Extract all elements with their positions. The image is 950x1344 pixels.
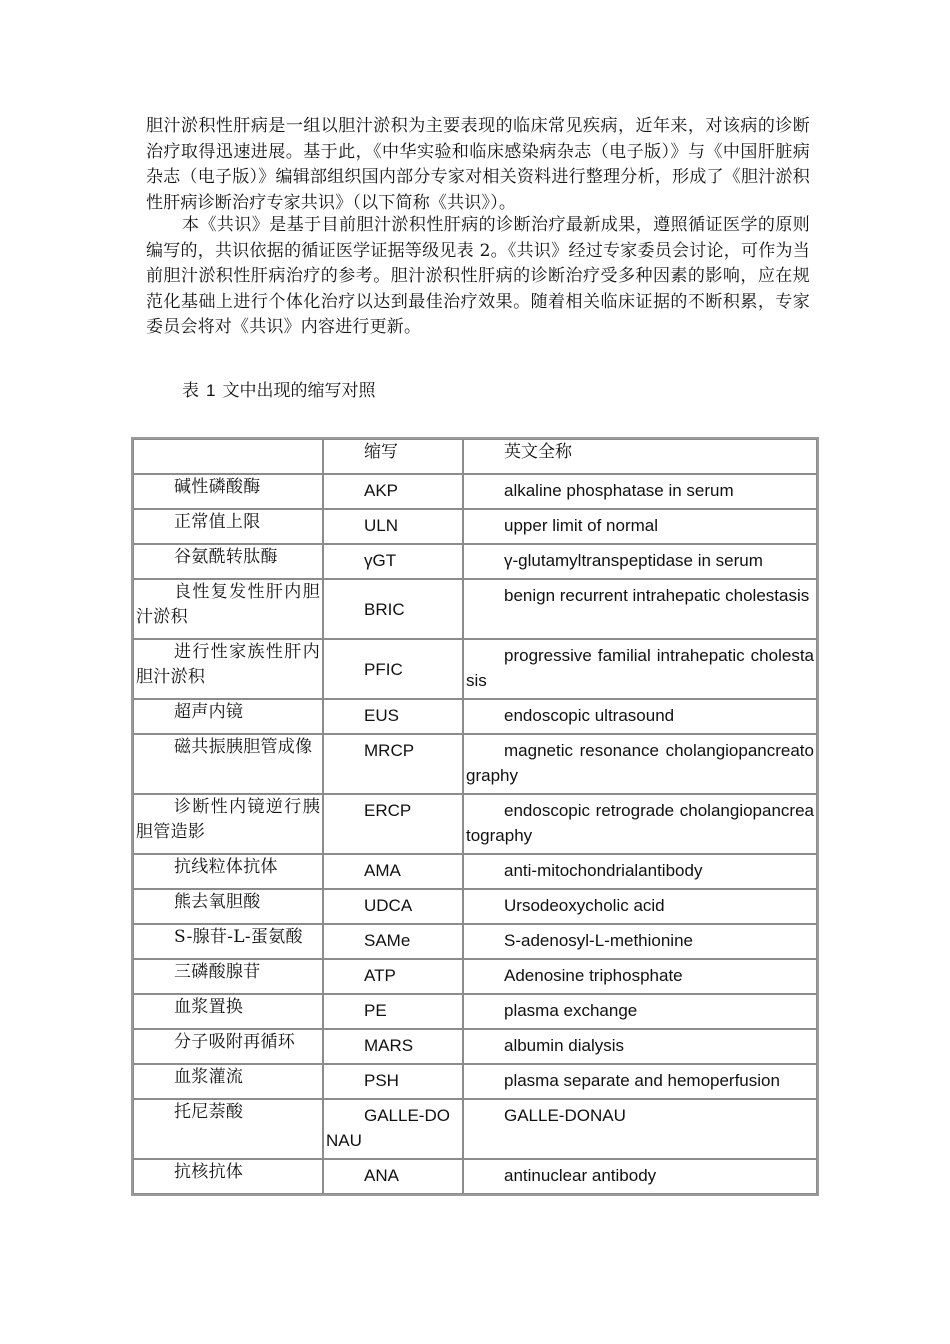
chinese-name-cell: 正常值上限	[133, 509, 323, 544]
full-name-cell: antinuclear antibody	[463, 1159, 817, 1194]
abbreviation-cell: SAMe	[323, 924, 463, 959]
full-name-cell: progressive familial intrahepatic cholestasis	[463, 639, 817, 699]
table-header-row	[133, 439, 817, 474]
table-row	[133, 854, 817, 889]
chinese-name-cell: 托尼萘酸	[133, 1099, 323, 1159]
full-name-cell: albumin dialysis	[463, 1029, 817, 1064]
full-name-cell: plasma exchange	[463, 994, 817, 1029]
header-abbreviation: 缩写	[323, 439, 463, 474]
chinese-name-cell: 良性复发性肝内胆汁淤积	[133, 579, 323, 639]
chinese-name-cell: 血浆灌流	[133, 1064, 323, 1099]
table-row	[133, 734, 817, 794]
scope-paragraph: 本《共识》是基于目前胆汁淤积性肝病的诊断治疗最新成果，遵照循证医学的原则编写的，共识依据的循证医学证据等级见表 2。《共识》经过专家委员会讨论，可作为当前胆汁淤积性肝病治疗的参考。胆汁淤积性肝病的诊断治疗受多种因素的影响，应在规范化基础上进行个体化治疗以达到最佳治疗效果。随着相关临床证据的不断积累，专家委员会将对《共识》内容进行更新。	[146, 215, 810, 337]
chinese-name-cell: 抗线粒体抗体	[133, 854, 323, 889]
table-row	[133, 509, 817, 544]
table-row	[133, 474, 817, 509]
table-row	[133, 924, 817, 959]
chinese-name-cell: 超声内镜	[133, 699, 323, 734]
abbreviation-cell: MRCP	[323, 734, 463, 794]
table-row	[133, 1099, 817, 1159]
chinese-name-cell: 抗核抗体	[133, 1159, 323, 1194]
chinese-name-cell: 磁共振胰胆管成像	[133, 734, 323, 794]
chinese-name-cell: 熊去氧胆酸	[133, 889, 323, 924]
table-caption-number: 1	[206, 381, 216, 400]
table-row	[133, 1029, 817, 1064]
full-name-cell: upper limit of normal	[463, 509, 817, 544]
full-name-cell: Adenosine triphosphate	[463, 959, 817, 994]
table-caption-prefix: 表	[182, 381, 199, 401]
abbreviation-cell: BRIC	[323, 579, 463, 639]
abbreviation-cell: AMA	[323, 854, 463, 889]
full-name-cell: GALLE-DONAU	[463, 1099, 817, 1159]
abbreviation-cell: MARS	[323, 1029, 463, 1064]
abbreviation-table	[131, 437, 819, 1196]
table-row	[133, 994, 817, 1029]
chinese-name-cell: 血浆置换	[133, 994, 323, 1029]
abbreviation-cell: ULN	[323, 509, 463, 544]
full-name-cell: anti-mitochondrialantibody	[463, 854, 817, 889]
table-row	[133, 1159, 817, 1194]
abbreviation-cell: ERCP	[323, 794, 463, 854]
header-chinese-name	[133, 439, 323, 474]
table-row	[133, 1064, 817, 1099]
table-row	[133, 794, 817, 854]
abbreviation-cell: PSH	[323, 1064, 463, 1099]
full-name-cell: magnetic resonance cholangiopancreatography	[463, 734, 817, 794]
table-caption-text: 文中出现的缩写对照	[222, 381, 376, 401]
chinese-name-cell: 谷氨酰转肽酶	[133, 544, 323, 579]
abbreviation-cell: γGT	[323, 544, 463, 579]
chinese-name-cell: 碱性磷酸酶	[133, 474, 323, 509]
full-name-cell: S-adenosyl-L-methionine	[463, 924, 817, 959]
table-row	[133, 889, 817, 924]
abbreviation-cell: ANA	[323, 1159, 463, 1194]
chinese-name-cell: 三磷酸腺苷	[133, 959, 323, 994]
table-row	[133, 639, 817, 699]
table-row	[133, 959, 817, 994]
chinese-name-cell: 诊断性内镜逆行胰胆管造影	[133, 794, 323, 854]
table-row	[133, 544, 817, 579]
abbreviation-cell: ATP	[323, 959, 463, 994]
full-name-cell: endoscopic ultrasound	[463, 699, 817, 734]
intro-paragraph: 胆汁淤积性肝病是一组以胆汁淤积为主要表现的临床常见疾病，近年来，对该病的诊断治疗取得迅速进展。基于此，《中华实验和临床感染病杂志（电子版）》与《中国肝脏病杂志（电子版）》编辑部组织国内部分专家对相关资料进行整理分析，形成了《胆汁淤积性肝病诊断治疗专家共识》（以下简称《共识》）。	[146, 116, 810, 213]
abbreviation-cell: GALLE-DONAU	[323, 1099, 463, 1159]
chinese-name-cell: 进行性家族性肝内胆汁淤积	[133, 639, 323, 699]
abbreviation-cell: UDCA	[323, 889, 463, 924]
table-row	[133, 579, 817, 639]
full-name-cell: alkaline phosphatase in serum	[463, 474, 817, 509]
table-row	[133, 699, 817, 734]
full-name-cell: Ursodeoxycholic acid	[463, 889, 817, 924]
abbreviation-cell: AKP	[323, 474, 463, 509]
chinese-name-cell: 分子吸附再循环	[133, 1029, 323, 1064]
chinese-name-cell: S-腺苷-L-蛋氨酸	[133, 924, 323, 959]
full-name-cell: plasma separate and hemoperfusion	[463, 1064, 817, 1099]
abbreviation-cell: PFIC	[323, 639, 463, 699]
header-full-name: 英文全称	[463, 439, 817, 474]
abbreviation-cell: PE	[323, 994, 463, 1029]
abbreviation-cell: EUS	[323, 699, 463, 734]
table-caption	[182, 378, 375, 404]
full-name-cell: benign recurrent intrahepatic cholestasis	[463, 579, 817, 639]
full-name-cell: γ-glutamyltranspeptidase in serum	[463, 544, 817, 579]
full-name-cell: endoscopic retrograde cholangiopancreatography	[463, 794, 817, 854]
